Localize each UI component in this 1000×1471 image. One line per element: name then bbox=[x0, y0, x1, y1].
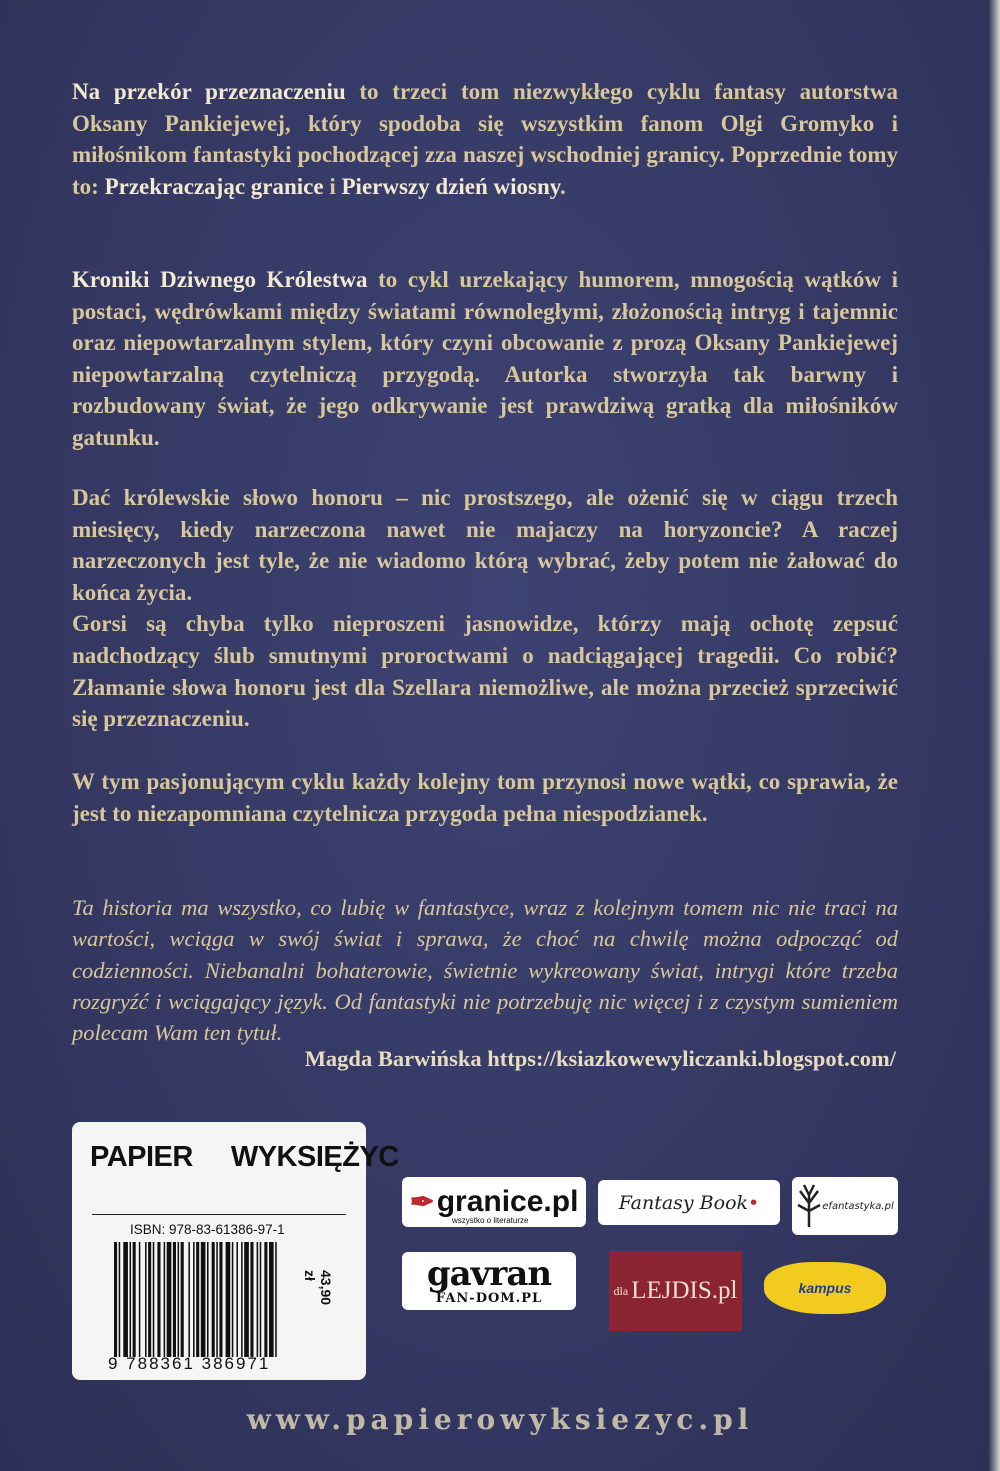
moon-icon bbox=[197, 1140, 227, 1174]
page-edge bbox=[988, 0, 1000, 1471]
barcode-bar bbox=[269, 1242, 274, 1357]
barcode-bar bbox=[139, 1242, 141, 1357]
kampus-logo bbox=[764, 1262, 886, 1314]
barcode-bar bbox=[164, 1242, 166, 1357]
intro-text: to trzeci tom niezwykłego cyklu fantasy autorstwa Oksany Pankiejewej, który spodoba się wszystkim fanom Olgi Gromyko i miłośnikom fantastyki pochodzącej zza naszej wschodniej granicy. Poprzednie tomy to: bbox=[72, 79, 898, 199]
kampus-text: kampus bbox=[798, 1280, 852, 1296]
barcode-bar bbox=[212, 1242, 215, 1357]
review-quote: Ta historia ma wszystko, co lubię w fantastyce, wraz z kolejnym tomem nic nie traci na wartości, wciąga w swój świat i sprawa, że choć na chwilę można odpocząć od codzienności. Niebanalni bohaterowie, świetnie wykreowany świat, intrygi które trzeba rozgryźć i wciągający język. Od fantastyki nie potrzebuję nic więcej i z czystym sumieniem polecam Wam ten tytuł. bbox=[72, 895, 898, 1046]
barcode bbox=[114, 1242, 324, 1357]
closing-paragraph: W tym pasjonującym cyklu każdy kolejny tom przynosi nowe wątki, co sprawia, że jest to niezapomniana czytelnicza przygoda pełna niespodzianek. bbox=[72, 769, 898, 826]
series-paragraph bbox=[72, 264, 898, 454]
barcode-bar bbox=[178, 1242, 180, 1357]
fantasy-book-logo bbox=[598, 1180, 780, 1225]
barcode-bar bbox=[133, 1242, 136, 1357]
book-title: Na przekór przeznaczeniu bbox=[72, 79, 346, 104]
barcode-bar bbox=[226, 1242, 231, 1357]
barcode-number: 9 788361 386971 bbox=[108, 1354, 271, 1373]
barcode-bar bbox=[232, 1242, 234, 1357]
plot-paragraph bbox=[72, 482, 898, 735]
publisher-website: www.papierowyksiezyc.pl bbox=[246, 1403, 754, 1436]
barcode-bar bbox=[181, 1242, 184, 1357]
quote-attribution: Magda Barwińska https://ksiazkowewyliczanki.blogspot.com/ bbox=[304, 1046, 896, 1071]
barcode-bar bbox=[123, 1242, 128, 1357]
barcode-bar bbox=[260, 1242, 262, 1357]
fantasy-book-text: Fantasy Book bbox=[618, 1191, 749, 1214]
lejdis-logo bbox=[609, 1251, 742, 1331]
series-title: Kroniki Dziwnego Królestwa bbox=[72, 267, 368, 292]
gavran-sub: FAN-DOM.PL bbox=[435, 1290, 543, 1306]
efantastyka-text: efantastyka.pl bbox=[822, 1200, 894, 1212]
isbn-sticker bbox=[72, 1122, 399, 1380]
barcode-bar bbox=[148, 1242, 151, 1357]
efantastyka-logo bbox=[792, 1177, 898, 1235]
barcode-bar bbox=[188, 1242, 190, 1357]
intro-connector: i bbox=[323, 173, 342, 199]
barcode-bar bbox=[153, 1242, 155, 1357]
barcode-bar bbox=[119, 1242, 121, 1357]
gavran-text: gavran bbox=[426, 1253, 552, 1294]
barcode-bar bbox=[207, 1242, 209, 1357]
barcode-bar bbox=[201, 1242, 206, 1357]
barcode-bar bbox=[157, 1242, 160, 1357]
barcode-bar bbox=[130, 1242, 132, 1357]
barcode-bar bbox=[250, 1242, 253, 1357]
barcode-bar bbox=[193, 1242, 195, 1357]
barcode-bar bbox=[275, 1242, 277, 1357]
barcode-bar bbox=[167, 1242, 172, 1357]
granice-logo-sub: wszystko o literaturze bbox=[452, 1216, 529, 1225]
pen-icon: ✒ bbox=[409, 1185, 435, 1219]
barcode-bar bbox=[264, 1242, 267, 1357]
previous-title-1: Przekraczając granice bbox=[104, 173, 324, 199]
series-text: to cykl urzekający humorem, mnogością wątków i postaci, wędrówkami między światami równoległymi, złożonością intryg i tajemnic oraz niepowtarzalnym stylem, który czyni obcowanie z prozą Oksany Pankiejewej niepowtarzalną czytelniczą przygodą. Autorka stworzyła tak barwny i rozbudowany świat, że jego odkrywanie jest prawdziwą gratką dla miłośników gatunku. bbox=[72, 267, 898, 450]
granice-logo-text: granice.pl bbox=[436, 1185, 579, 1218]
isbn-number: ISBN: 978-83-61386-97-1 bbox=[130, 1222, 285, 1237]
tree-icon bbox=[796, 1183, 822, 1229]
dots-icon: • bbox=[748, 1191, 760, 1214]
publisher-logo bbox=[90, 1140, 399, 1174]
barcode-bar bbox=[257, 1242, 259, 1357]
publisher-name-right: WYKSIĘŻYC bbox=[230, 1140, 399, 1173]
gavran-logo bbox=[402, 1252, 576, 1310]
intro-end: . bbox=[560, 173, 566, 199]
barcode-bar bbox=[244, 1242, 249, 1357]
barcode-bar bbox=[114, 1242, 117, 1357]
barcode-bar bbox=[196, 1242, 199, 1357]
divider bbox=[92, 1214, 346, 1215]
lejdis-text: LEJDIS.pl bbox=[631, 1277, 738, 1304]
plot-text-1: Dać królewskie słowo honoru – nic prostszego, ale ożenić się w ciągu trzech miesięcy, kiedy narzeczona nawet nie majaczy na horyzoncie? A raczej narzeczonych jest tyle, że nie wiadomo którą wybrać, żeby potem nie żałować do końca życia. bbox=[72, 485, 898, 605]
publisher-name-left: PAPIER bbox=[90, 1140, 193, 1173]
granice-logo bbox=[402, 1177, 586, 1227]
price-label: 43,90 zł bbox=[302, 1270, 334, 1306]
barcode-bar bbox=[219, 1242, 222, 1357]
lejdis-pre: dla bbox=[613, 1283, 629, 1298]
barcode-bar bbox=[145, 1242, 147, 1357]
barcode-bar bbox=[173, 1242, 176, 1357]
plot-text-2: Gorsi są chyba tylko nieproszeni jasnowidze, którzy mają ochotę zepsuć nadchodzący ślub smutnymi proroctwami o nadciągającej tragedii. Co robić? Złamanie słowa honoru jest dla Szellara niemożliwe, ale można przecież sprzeciwić się przeznaczeniu. bbox=[72, 611, 898, 732]
barcode-bar bbox=[241, 1242, 243, 1357]
barcode-bar bbox=[216, 1242, 218, 1357]
intro-paragraph bbox=[72, 76, 898, 202]
previous-title-2: Pierwszy dzień wiosny bbox=[341, 173, 560, 199]
barcode-bar bbox=[236, 1242, 238, 1357]
